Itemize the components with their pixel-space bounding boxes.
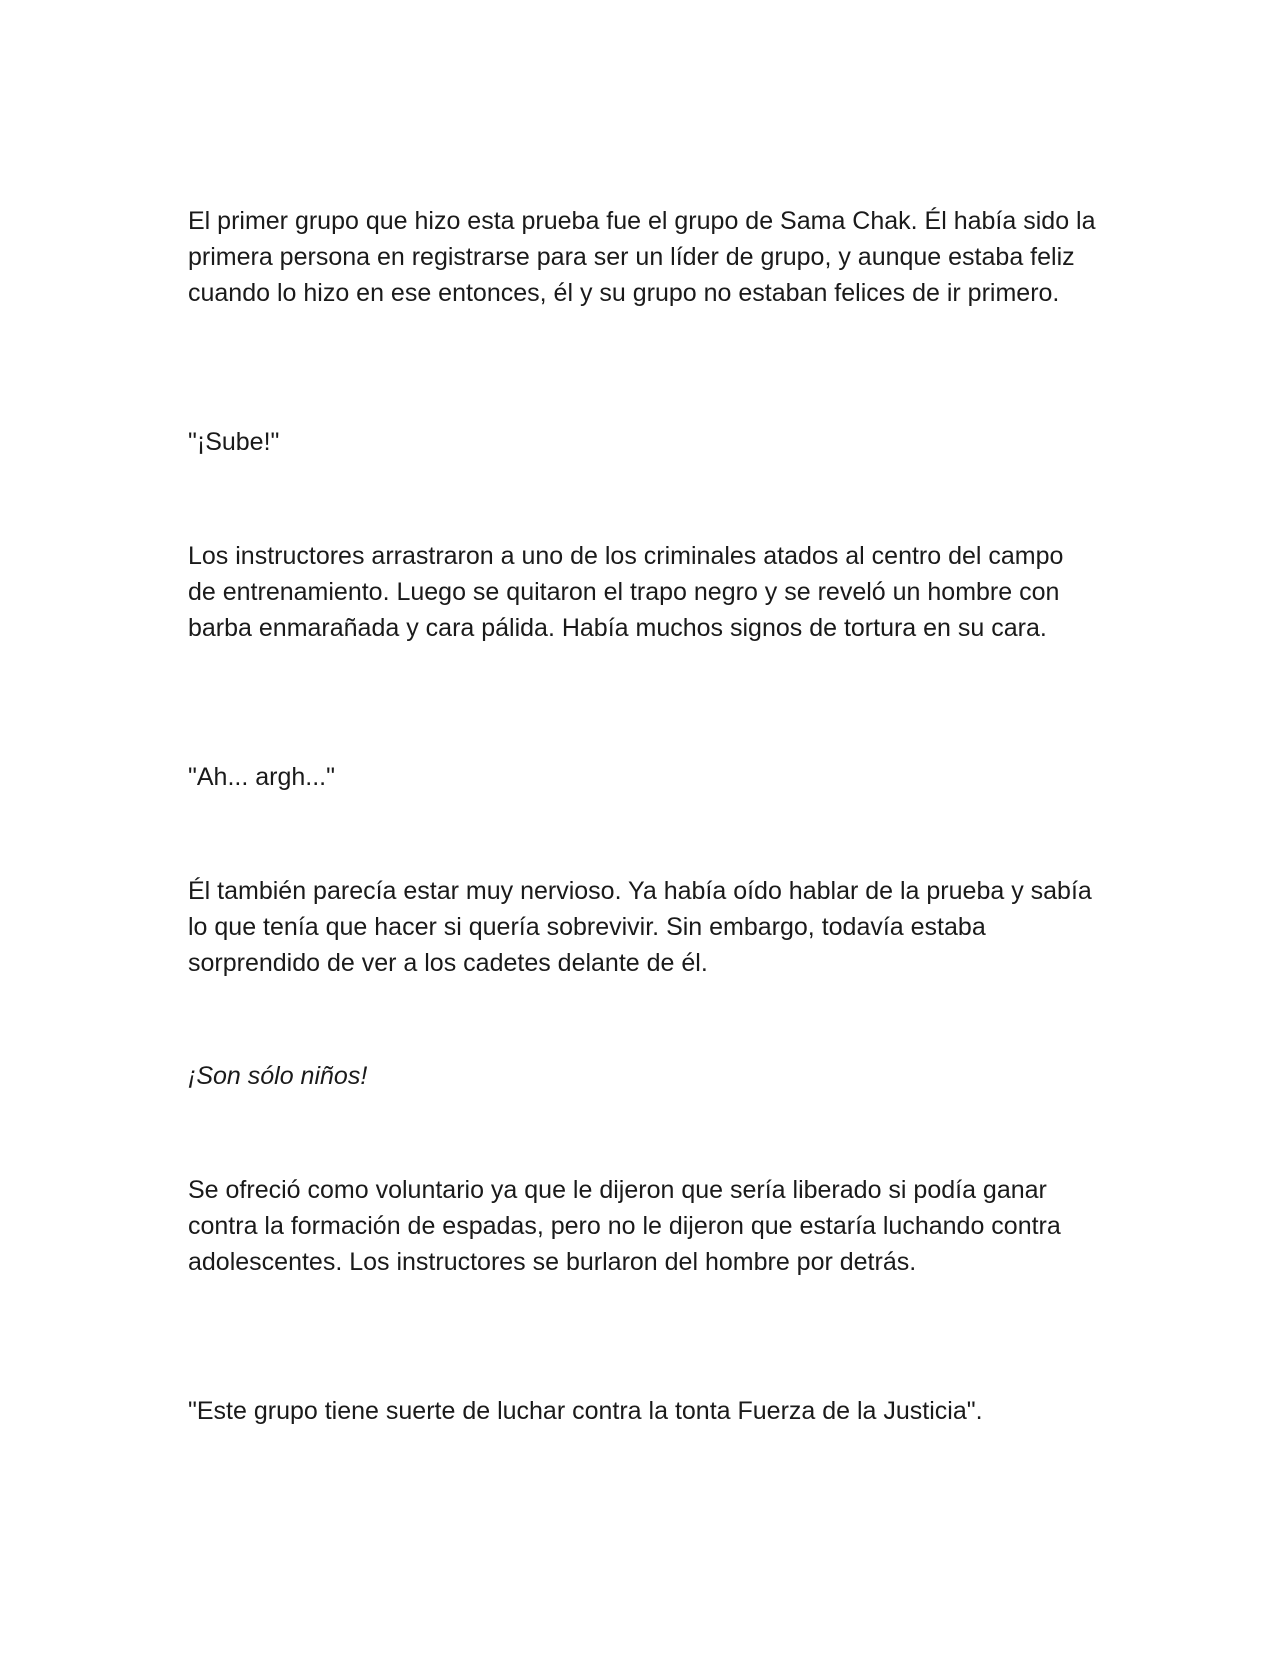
paragraph-1: El primer grupo que hizo esta prueba fue el grupo de Sama Chak. Él había sido la primera persona en registrarse para ser un líder de grupo, y aunque estaba feliz cuando lo hizo en ese entonces, él y su grupo no estaban felices de ir primero. bbox=[188, 207, 1096, 307]
paragraph-8-dialogue: "Este grupo tiene suerte de luchar contra la tonta Fuerza de la Justicia". bbox=[188, 1397, 983, 1425]
paragraph-6-thought: ¡Son sólo niños! bbox=[188, 1062, 368, 1090]
paragraph-2-dialogue: "¡Sube!" bbox=[188, 428, 280, 456]
paragraph-4-dialogue: "Ah... argh..." bbox=[188, 763, 335, 791]
paragraph-7: Se ofreció como voluntario ya que le dijeron que sería liberado si podía ganar contra la formación de espadas, pero no le dijeron que estaría luchando contra adolescentes. Los instructores se burlaron del hombre por detrás. bbox=[188, 1176, 1061, 1276]
paragraph-5: Él también parecía estar muy nervioso. Ya había oído hablar de la prueba y sabía lo que tenía que hacer si quería sobrevivir. Sin embargo, todavía estaba sorprendido de ver a los cadetes delante de él. bbox=[188, 877, 1092, 977]
paragraph-3: Los instructores arrastraron a uno de los criminales atados al centro del campo de entrenamiento. Luego se quitaron el trapo negro y se reveló un hombre con barba enmarañada y cara pálida. Había muchos signos de tortura en su cara. bbox=[188, 542, 1064, 642]
